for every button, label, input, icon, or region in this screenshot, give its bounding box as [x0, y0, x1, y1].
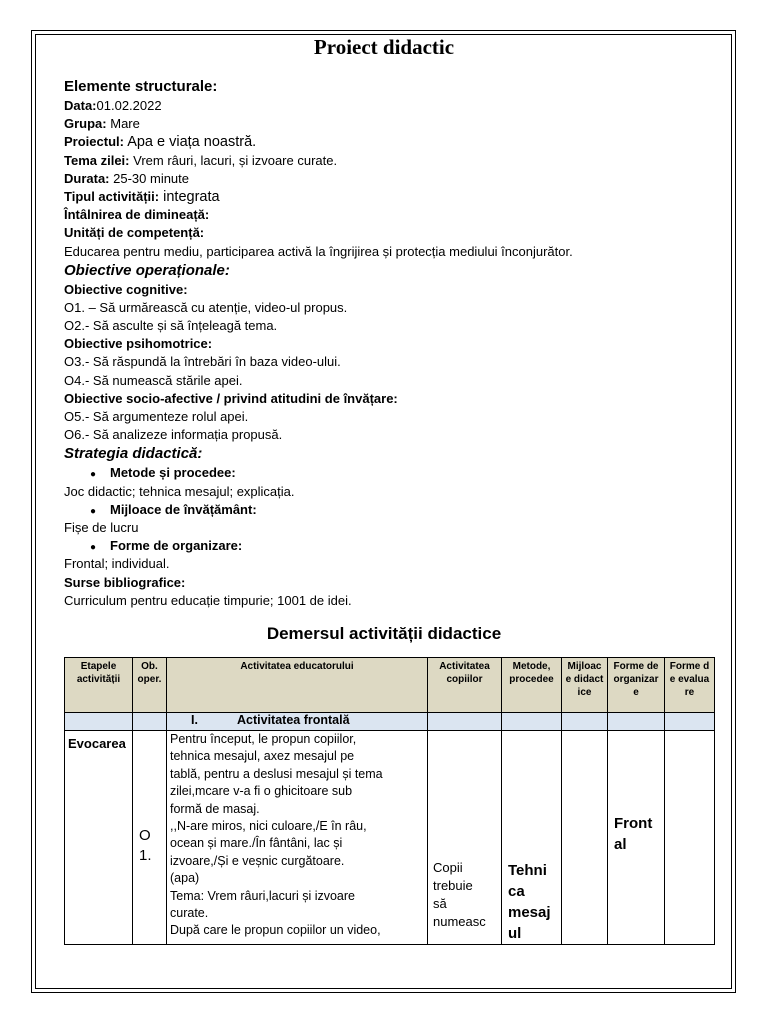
psihomotrice-heading: Obiective psihomotrice: — [64, 336, 213, 352]
header-forme-evaluare: Forme de evaluare — [665, 658, 715, 713]
grupa-line: Grupa: Mare — [64, 116, 140, 132]
section-label: I. Activitatea frontală — [167, 713, 428, 731]
struct-heading: Elemente structurale: — [64, 78, 218, 95]
header-activitatea-copiilor: Activitatea copiilor — [428, 658, 502, 713]
table-header-row — [65, 658, 715, 713]
means-cell — [562, 731, 608, 945]
objective-o6: O6.- Să analizeze informația propusă. — [64, 427, 283, 443]
header-mijloace: Mijloace didactice — [562, 658, 608, 713]
document-title: Proiect didactic — [313, 35, 455, 59]
forme-bullet: ● Forme de organizare: — [64, 537, 724, 555]
cognitive-heading: Obiective cognitive: — [64, 281, 188, 297]
demersul-heading: Demersul activității didactice — [266, 624, 502, 643]
strategia-heading: Strategia didactică: — [64, 445, 203, 463]
surse-heading: Surse bibliografice: — [64, 574, 186, 590]
organization-form-cell: Front al — [608, 731, 665, 945]
proiectul-line: Proiectul: Apa e viața noastră. — [64, 134, 257, 151]
bullet-icon: ● — [90, 542, 97, 554]
tema-line: Tema zilei: Vrem râuri, lacuri, și izvoare curate. — [64, 152, 338, 168]
socio-heading: Obiective socio-afective / privind atitudini de învățare: — [64, 390, 398, 406]
obiective-heading: Obiective operaționale: — [64, 261, 230, 279]
educator-activity-cell: Pentru început, le propun copiilor, tehnica mesajul, axez mesajul pe tablă, pentru a deslusi mesajul și tema zilei,mcare v-a fi o ghicitoare sub formă de masaj. ,,N-are miros, nici culoare,/E în râu, ocean și mare./În fântâni, lac și izvoare,/Și e veșnic curgătoare. (apa) Tema: Vrem râuri,lacuri și izvoare curate. După care le propun copiilor un video, — [167, 731, 428, 945]
tipul-line: Tipul activității: integrata — [64, 188, 220, 205]
intalnirea-line: Întâlnirea de dimineață: — [64, 207, 210, 223]
mijloace-value: Fișe de lucru — [64, 519, 139, 535]
bullet-icon: ● — [90, 505, 97, 517]
data-line: Data:01.02.2022 — [64, 98, 162, 113]
methods-cell: Tehni ca mesaj ul — [502, 731, 562, 945]
objective-o2: O2.- Să asculte și să înțeleagă tema. — [64, 318, 278, 334]
header-ob: Ob. oper. — [133, 658, 167, 713]
durata-line: Durata: 25-30 minute — [64, 170, 190, 186]
etapa-cell: Evocarea — [65, 731, 133, 945]
objective-o1: O1. – Să urmărească cu atenție, video-ul propus. — [64, 299, 348, 315]
metode-value: Joc didactic; tehnica mesajul; explicația. — [64, 483, 295, 499]
surse-value: Curriculum pentru educație timpurie; 1001 de idei. — [64, 592, 352, 608]
metode-bullet: ● Metode și procedee: — [64, 464, 724, 482]
table-row — [65, 731, 715, 945]
header-etapele: Etapele activității — [65, 658, 133, 713]
header-forme-organizare: Forme de organizare — [608, 658, 665, 713]
header-activitatea-educatorului: Activitatea educatorului — [167, 658, 428, 713]
activity-table — [64, 657, 715, 945]
children-activity-cell: Copii trebuie să numeasc — [428, 731, 502, 945]
objective-o5: O5.- Să argumenteze rolul apei. — [64, 409, 249, 424]
objective-o3: O3.- Să răspundă la întrebări în baza video-ului. — [64, 354, 341, 370]
objective-o4: O4.- Să numească stările apei. — [64, 372, 243, 388]
unitati-line: Unități de competență: — [64, 225, 205, 241]
bullet-icon: ● — [90, 469, 97, 481]
mijloace-bullet: ● Mijloace de învățământ: — [64, 501, 724, 519]
structural-elements — [64, 77, 724, 610]
ob-cell: O 1. — [133, 731, 167, 945]
evaluation-form-cell — [665, 731, 715, 945]
forme-value: Frontal; individual. — [64, 556, 170, 572]
educarea-line: Educarea pentru mediu, participarea activă la îngrijirea și protecția mediului înconjurător. — [64, 243, 573, 259]
header-metode: Metode, procedee — [502, 658, 562, 713]
section-row — [65, 713, 715, 731]
